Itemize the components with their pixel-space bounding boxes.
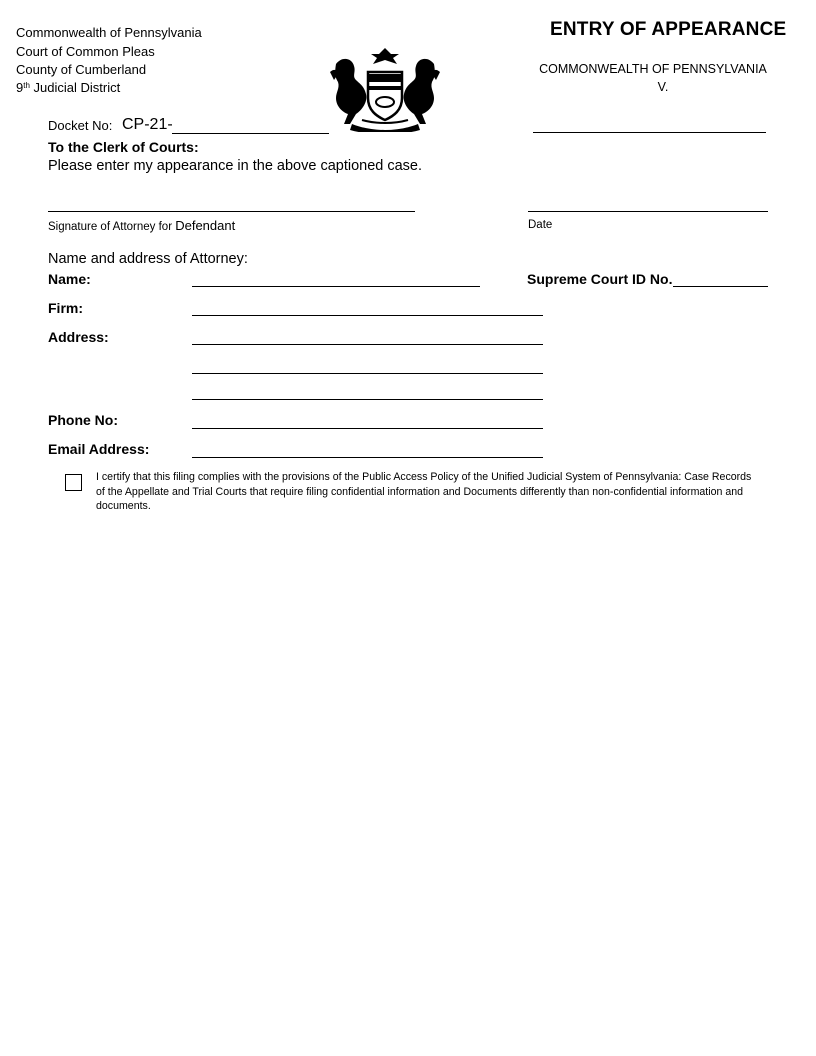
phone-label: Phone No: xyxy=(48,412,118,428)
address-line1-field[interactable] xyxy=(192,344,543,345)
district-number: 9 xyxy=(16,80,24,95)
signature-label xyxy=(48,218,235,233)
docket-label: Docket No: xyxy=(48,118,113,133)
defendant-name-field[interactable] xyxy=(533,132,766,133)
district-ordinal: th xyxy=(23,81,30,90)
attorney-name-field[interactable] xyxy=(192,286,480,287)
docket-prefix: CP-21- xyxy=(122,116,173,133)
judicial-district xyxy=(16,79,120,97)
court-name-line2: Court of Common Pleas xyxy=(16,44,155,59)
email-label: Email Address: xyxy=(48,441,150,457)
signature-label-party: Defendant xyxy=(175,218,236,233)
date-label: Date xyxy=(528,219,553,231)
to-clerk-heading: To the Clerk of Courts: xyxy=(48,139,199,155)
firm-field[interactable] xyxy=(192,315,543,316)
phone-field[interactable] xyxy=(192,428,543,429)
supreme-court-id-field[interactable] xyxy=(673,286,768,287)
date-field[interactable] xyxy=(528,211,768,212)
caption-versus: V. xyxy=(657,80,669,94)
court-name-line1: Commonwealth of Pennsylvania xyxy=(16,25,202,40)
supreme-court-id-label: Supreme Court ID No. xyxy=(527,271,673,287)
signature-label-prefix: Signature of Attorney for xyxy=(48,221,176,233)
certification-text: I certify that this filing complies with the provisions of the Public Access Policy of the Unified Judicial System of Pennsylvania: Case Records of the Appellate and Trial Courts that require filing confidential information and Documents differently than non-confidential information and documents. xyxy=(96,471,752,512)
caption-plaintiff: COMMONWEALTH OF PENNSYLVANIA xyxy=(539,62,767,76)
address-line2-field[interactable] xyxy=(192,373,543,374)
address-line3-field[interactable] xyxy=(192,399,543,400)
docket-number-field[interactable] xyxy=(172,133,329,134)
attorney-heading: Name and address of Attorney: xyxy=(48,251,248,267)
request-text: Please enter my appearance in the above captioned case. xyxy=(48,158,423,174)
attorney-signature-field[interactable] xyxy=(48,211,415,212)
district-text: Judicial District xyxy=(29,80,121,95)
name-label: Name: xyxy=(48,271,91,287)
email-field[interactable] xyxy=(192,457,543,458)
address-label: Address: xyxy=(48,329,109,345)
firm-label: Firm: xyxy=(48,300,83,316)
certification-checkbox[interactable] xyxy=(65,474,82,491)
form-title: ENTRY OF APPEARANCE xyxy=(550,19,787,40)
coat-of-arms-icon xyxy=(322,44,448,132)
court-name-line3: County of Cumberland xyxy=(16,62,147,77)
